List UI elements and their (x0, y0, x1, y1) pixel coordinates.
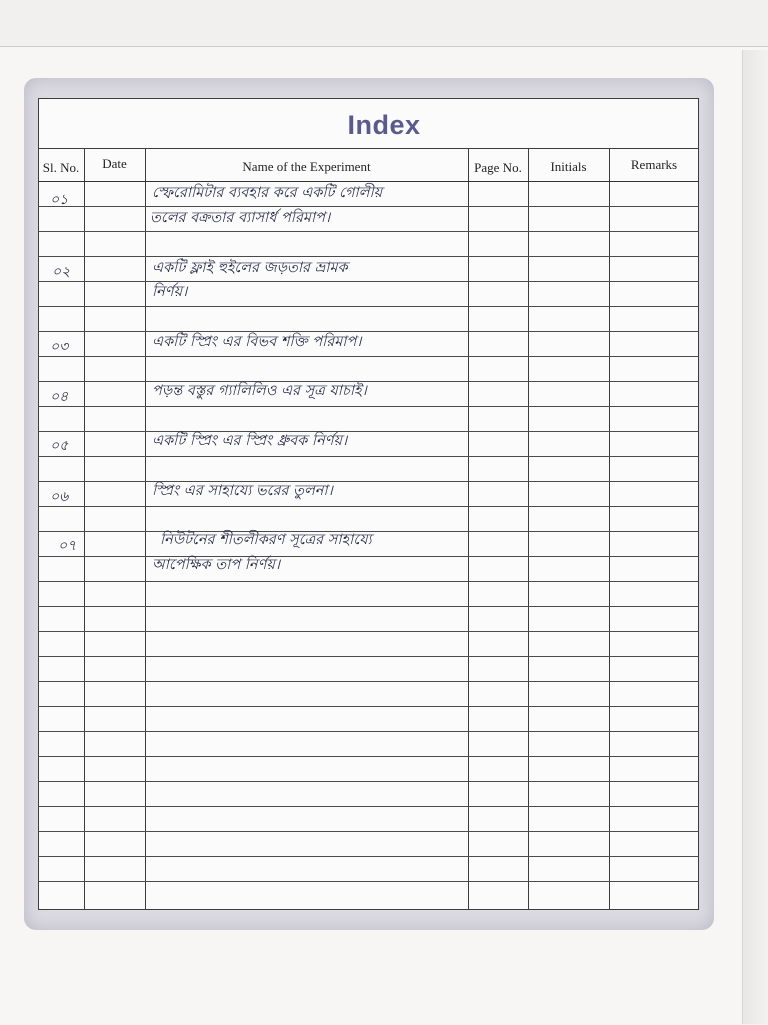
column-divider (145, 148, 146, 910)
ruled-line (38, 206, 699, 207)
ruled-line (38, 856, 699, 857)
experiment-name-line: স্ফেরোমিটার ব্যবহার করে একটি গোলীয় (152, 185, 383, 201)
experiment-name-line: আপেক্ষিক তাপ নির্ণয়। (152, 557, 281, 573)
experiment-name-line: নিউটনের শীতলীকরণ সূত্রের সাহায্যে (160, 532, 372, 548)
header-remarks: Remarks (630, 157, 678, 172)
ruled-line (38, 581, 699, 582)
ruled-line (38, 456, 699, 457)
row-serial: ০২ (52, 264, 71, 280)
header-initials: Initials (550, 159, 587, 174)
ruled-line (38, 606, 699, 607)
ruled-line (38, 706, 699, 707)
header-date: Date (102, 156, 127, 171)
column-divider (84, 148, 85, 910)
ruled-line (38, 231, 699, 232)
header-sl-no: Sl. No. (42, 160, 80, 175)
experiment-name-line: পড়ন্ত বস্তুর গ্যালিলিও এর সূত্র যাচাই। (152, 383, 367, 399)
row-serial: ০৭ (58, 538, 77, 554)
column-divider (609, 148, 610, 910)
row-serial: ০৬ (50, 489, 69, 505)
ruled-line (38, 381, 699, 382)
experiment-name-line: একটি ফ্লাই হুইলের জড়তার ভ্রামক (152, 260, 348, 276)
ruled-line (38, 731, 699, 732)
column-divider (528, 148, 529, 910)
header-experiment: Name of the Experiment (242, 159, 371, 174)
ruled-line (38, 556, 699, 557)
ruled-line (38, 806, 699, 807)
ruled-line (38, 306, 699, 307)
index-table (38, 148, 699, 910)
ruled-line (38, 681, 699, 682)
row-serial: ০৫ (50, 438, 69, 454)
ruled-line (38, 281, 699, 282)
ruled-line (38, 831, 699, 832)
experiment-name-line: একটি স্প্রিং এর স্প্রিং ধ্রুবক নির্ণয়। (152, 433, 348, 449)
page-edge (742, 50, 768, 1024)
experiment-name-line: নির্ণয়। (152, 284, 188, 300)
ruled-line (38, 506, 699, 507)
ruled-line (38, 756, 699, 757)
ruled-line (38, 481, 699, 482)
ruled-line (38, 881, 699, 882)
header-page-no: Page No. (474, 160, 522, 175)
experiment-name-line: তলের বক্রতার ব্যাসার্ধ পরিমাপ। (150, 210, 331, 226)
experiment-name-line: একটি স্প্রিং এর বিভব শক্তি পরিমাপ। (152, 334, 362, 350)
ruled-line (38, 431, 699, 432)
row-serial: ০৪ (50, 389, 69, 405)
row-serial: ০১ (50, 192, 69, 208)
ruled-line (38, 781, 699, 782)
ruled-line (38, 331, 699, 332)
ruled-line (38, 406, 699, 407)
experiment-name-line: স্প্রিং এর সাহায্যে ভরের তুলনা। (152, 483, 333, 499)
page-title: Index (347, 110, 421, 140)
ruled-line (38, 656, 699, 657)
column-divider (468, 148, 469, 910)
ruled-line (38, 356, 699, 357)
row-serial: ০৩ (50, 339, 69, 355)
ruled-line (38, 256, 699, 257)
ruled-line (38, 631, 699, 632)
